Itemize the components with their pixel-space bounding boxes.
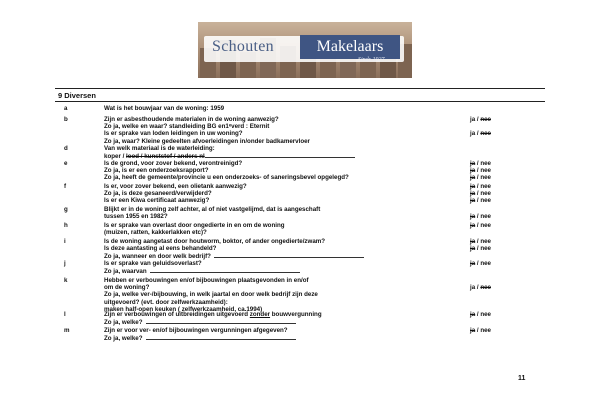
logo-word-makelaars: Makelaars: [300, 35, 400, 59]
question-line: Is deze aantasting al eens behandeld?: [104, 245, 217, 253]
answer-ja-nee: ja / nee: [470, 190, 491, 198]
answer-ja-nee: [470, 138, 530, 145]
logo-since-text: Sinds 1927: [358, 57, 385, 63]
question-text: [104, 183, 464, 205]
answer-ja-nee: ja / nee: [470, 238, 491, 245]
answer-ja-nee: ja / nee: [470, 222, 491, 229]
answer-ja-nee: ja / nee: [470, 116, 491, 123]
answer-column: [470, 260, 530, 274]
question-line: Is er sprake van geluidsoverlast?: [104, 260, 202, 267]
question-text: [104, 206, 464, 220]
answer-ja-nee: [470, 229, 530, 236]
question-line: Zo ja, welke?: [104, 334, 464, 342]
answer-column: [470, 206, 530, 220]
question-line: Zo ja, is deze gesaneerd/verwijderd?: [104, 190, 212, 198]
question-text: [104, 145, 464, 160]
question-letter: b: [64, 116, 68, 123]
answer-ja-nee: ja / nee: [470, 174, 491, 182]
question-line: Is de grond, voor zover bekend, verontreinigd?: [104, 160, 243, 167]
answer-column: [470, 311, 530, 325]
question-line: Zo ja, heeft de gemeente/provincie u een onderzoeks- of saneringsbevel opgelegd?: [104, 174, 349, 182]
answer-ja-nee: ja / nee: [470, 213, 491, 221]
question-letter: f: [64, 183, 67, 190]
answer-ja-nee: ja / nee: [470, 311, 491, 318]
question-letter: l: [64, 311, 66, 318]
question-text: [104, 222, 464, 236]
question-line: Is er, voor zover bekend, een olietank aanwezig?: [104, 183, 247, 190]
question-letter: d: [64, 145, 68, 152]
answer-ja-nee: [470, 252, 530, 259]
question-line: Blijkt er in de woning zelf achter, al of niet vastgelijmd, dat is aangeschaft: [104, 206, 321, 213]
question-line: (muizen, ratten, kakkerlakken etc)?: [104, 229, 207, 237]
question-line: Zijn er asbesthoudende materialen in de woning aanwezig?: [104, 116, 279, 123]
question-text: [104, 277, 464, 313]
question-text: [104, 311, 464, 326]
answer-column: [470, 277, 530, 313]
question-letter: i: [64, 238, 66, 245]
answer-column: [470, 116, 530, 145]
question-line: koper / lood / kunststof / anders nl: [104, 152, 464, 160]
section-title: 9 Diversen: [58, 91, 96, 100]
answer-ja-nee: ja / nee: [470, 183, 491, 190]
question-line: Van welk materiaal is de waterleiding:: [104, 145, 215, 152]
question-line: Is er sprake van overlast door ongedierte in en om de woning: [104, 222, 285, 229]
question-line: Zo ja, welke?: [104, 318, 464, 326]
question-text: [104, 105, 464, 112]
question-line: om de woning?: [104, 284, 150, 292]
answer-column: [470, 222, 530, 236]
question-line: Is er sprake van loden leidingen in uw woning?: [104, 130, 243, 138]
question-letter: k: [64, 277, 68, 284]
question-letter: g: [64, 206, 68, 213]
question-letter: m: [64, 327, 70, 334]
answer-ja-nee: ja / nee: [470, 197, 491, 205]
answer-column: [470, 160, 530, 182]
question-text: [104, 238, 464, 261]
answer-ja-nee: [470, 277, 530, 284]
answer-column: [470, 327, 530, 341]
question-letter: e: [64, 160, 68, 167]
answer-ja-nee: [470, 318, 530, 325]
question-text: [104, 160, 464, 182]
question-text: [104, 327, 464, 342]
answer-ja-nee: [470, 267, 530, 274]
question-line: Zo ja, welke ver-/bijbouwing, in welk jaartal en door welk bedrijf zijn deze: [104, 291, 318, 299]
question-line: Zijn er verbouwingen of uitbreidingen uitgevoerd zonder bouwvergunning: [104, 311, 322, 318]
answer-ja-nee: ja / nee: [470, 160, 491, 167]
question-letter: a: [64, 105, 68, 112]
question-text: [104, 260, 464, 275]
question-line: Hebben er verbouwingen en/of bijbouwingen plaatsgevonden in en/of: [104, 277, 309, 284]
question-line: Zijn er voor ver- en/of bijbouwingen vergunningen afgegeven?: [104, 327, 288, 334]
answer-ja-nee: ja / nee: [470, 284, 491, 292]
answer-ja-nee: [470, 206, 530, 213]
answer-column: [470, 183, 530, 205]
answer-ja-nee: [470, 291, 530, 298]
question-line: Is er een Kiwa certificaat aanwezig?: [104, 197, 210, 205]
answer-ja-nee: ja / nee: [470, 167, 491, 175]
question-line: Zo ja, welke en waar? standleiding BG en1ᵉverd : Eternit: [104, 123, 270, 131]
question-line: Zo ja, is er een onderzoeksrapport?: [104, 167, 209, 175]
question-line: Is de woning aangetast door houtworm, boktor, of ander ongedierte/zwam?: [104, 238, 326, 245]
answer-ja-nee: [470, 334, 530, 341]
question-letter: j: [64, 260, 66, 267]
answer-column: [470, 238, 530, 260]
page-number: 11: [518, 375, 526, 382]
company-logo: [198, 22, 412, 78]
answer-ja-nee: ja / nee: [470, 130, 491, 138]
answer-ja-nee: ja / nee: [470, 245, 491, 253]
section-bottom-rule: [55, 101, 545, 102]
question-letter: h: [64, 222, 68, 229]
answer-ja-nee: [470, 299, 530, 306]
question-line: Zo ja, wanneer en door welk bedrijf?: [104, 252, 464, 260]
answer-ja-nee: ja / nee: [470, 260, 491, 267]
logo-word-schouten: Schouten: [212, 38, 274, 55]
question-line: maken half-open keuken ( zelfwerkzaamheid, ca.1994): [104, 305, 263, 313]
answer-ja-nee: [470, 123, 530, 130]
question-text: [104, 116, 464, 145]
answer-ja-nee: ja / nee: [470, 327, 491, 334]
question-line: uitgevoerd? (evt. door zelfwerkzaamheid):: [104, 298, 228, 306]
question-line: Wat is het bouwjaar van de woning: 1959: [104, 105, 225, 112]
question-line: Zo ja, waar? Kleine gedeelten afvoerleidingen in/onder badkamervloer: [104, 137, 310, 145]
section-top-rule: [55, 88, 545, 89]
question-line: Zo ja, waarvan: [104, 267, 464, 275]
question-line: tussen 1955 en 1982?: [104, 213, 168, 221]
